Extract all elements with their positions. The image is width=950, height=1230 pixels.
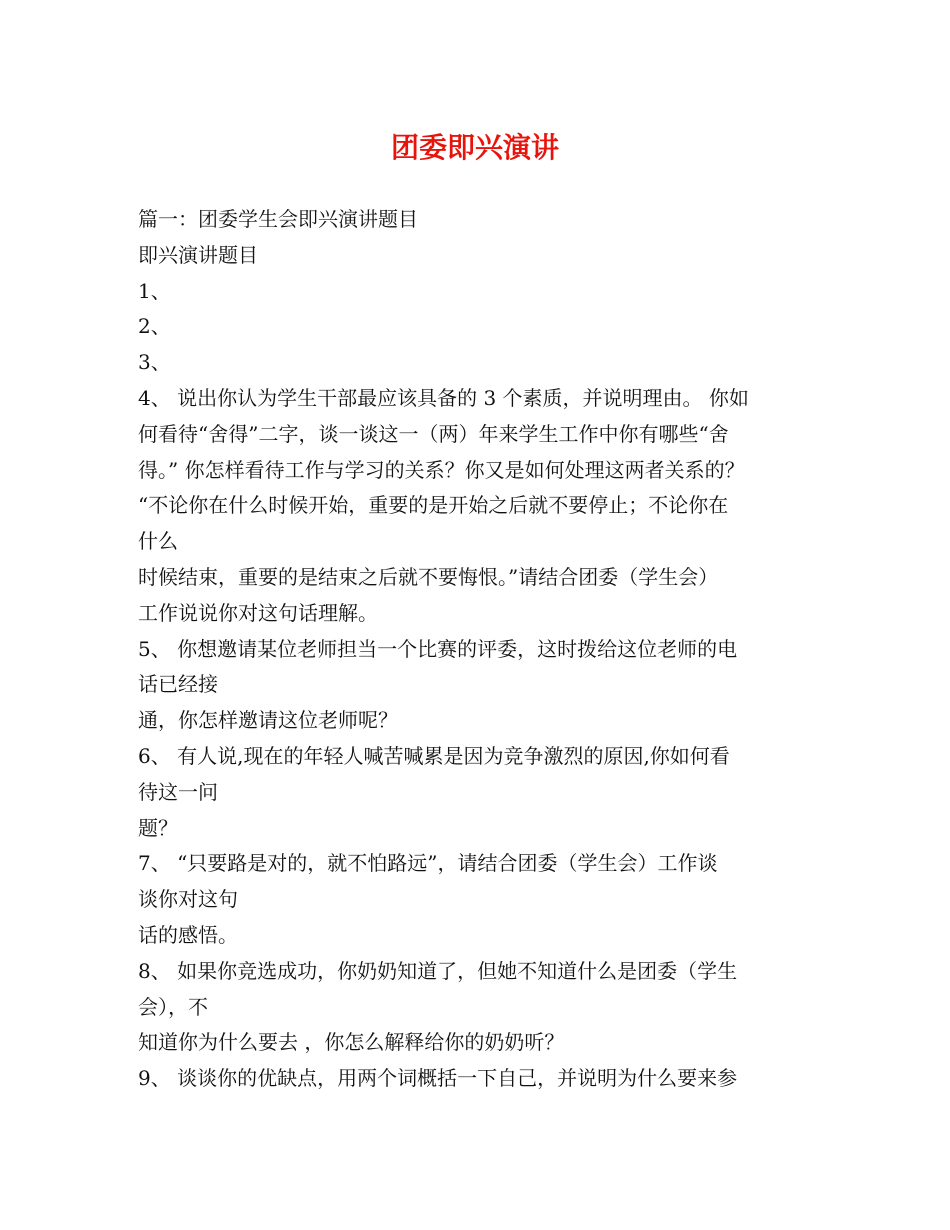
text-line: 3、 <box>138 350 171 375</box>
document-title: 团委即兴演讲 <box>390 131 559 164</box>
text-line: 待这一问 <box>138 779 218 804</box>
text-line: 篇一：团委学生会即兴演讲题目 <box>138 207 418 231</box>
text-line: 5、 你想邀请某位老师担当一个比赛的评委，这时拨给这位老师的电 <box>138 636 738 661</box>
text-line: 话的感悟。 <box>138 922 238 947</box>
text-line: 通，你怎样邀请这位老师呢？ <box>138 708 398 733</box>
text-line: 什么 <box>138 529 178 554</box>
text-line: 2、 <box>138 314 171 339</box>
text-line: 得。” 你怎样看待工作与学习的关系？你又是如何处理这两者关系的？ <box>138 457 745 482</box>
document-body <box>138 202 828 1097</box>
text-line: 7、 “只要路是对的，就不怕路远”，请结合团委（学生会）工作谈 <box>138 851 718 876</box>
text-line: 9、 谈谈你的优缺点，用两个词概括一下自己，并说明为什么要来参 <box>138 1066 738 1091</box>
text-line: 何看待“舍得”二字，谈一谈这一（两）年来学生工作中你有哪些“舍 <box>138 421 729 446</box>
text-line: 话已经接 <box>138 672 218 697</box>
text-line: 1、 <box>138 278 171 303</box>
text-line: 知道你为什么要去 ，你怎么解释给你的奶奶听？ <box>138 1030 565 1055</box>
text-line: 时候结束，重要的是结束之后就不要悔恨。”请结合团委（学生会） <box>138 564 719 589</box>
text-line: 谈你对这句 <box>138 887 238 912</box>
text-line: 8、 如果你竞选成功，你奶奶知道了，但她不知道什么是团委（学生 <box>138 958 738 983</box>
text-line: “不论你在什么时候开始，重要的是开始之后就不要停止；不论你在 <box>138 493 729 518</box>
text-line: 会），不 <box>138 994 208 1019</box>
text-line: 4、 说出你认为学生干部最应该具备的 3 个素质，并说明理由。 你如 <box>138 385 749 410</box>
text-line: 6、 有人说,现在的年轻人喊苦喊累是因为竞争激烈的原因,你如何看 <box>138 743 730 768</box>
text-line: 题？ <box>138 815 178 840</box>
text-line: 工作说说你对这句话理解。 <box>138 600 378 625</box>
text-line: 即兴演讲题目 <box>138 242 258 267</box>
